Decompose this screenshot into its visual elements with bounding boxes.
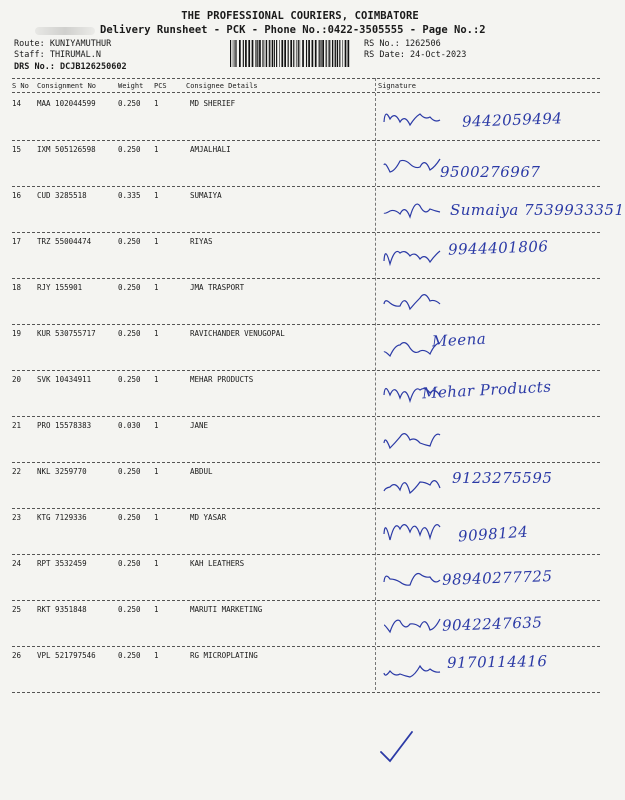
barcode-bar xyxy=(322,40,324,67)
col-header-consignee: Consignee Details xyxy=(186,82,258,90)
cell-sno: 23 xyxy=(12,513,22,522)
cell-consignment: NKL 3259770 xyxy=(37,467,87,476)
cell-consignment: IXM 505126598 xyxy=(37,145,96,154)
barcode-bar xyxy=(235,40,236,67)
barcode-bar xyxy=(272,40,273,67)
table-row xyxy=(0,601,600,647)
cell-weight: 0.250 xyxy=(118,467,141,476)
barcode-bar xyxy=(345,40,347,67)
table-row xyxy=(0,463,600,509)
cell-consignee: AMJALHALI xyxy=(190,145,231,154)
check-mark-icon xyxy=(378,728,418,768)
barcode-bar xyxy=(271,40,272,67)
barcode-bar xyxy=(252,40,254,67)
barcode-bar xyxy=(245,40,247,67)
handwritten-signature xyxy=(380,193,450,229)
cell-consignment: VPL 521797546 xyxy=(37,651,96,660)
cell-sno: 19 xyxy=(12,329,22,338)
col-header-weight: Weight xyxy=(118,82,144,90)
barcode-bar xyxy=(290,40,292,67)
cell-consignment: KUR 530755717 xyxy=(37,329,96,338)
handwritten-signature xyxy=(380,607,450,643)
rs-date: RS Date: 24-Oct-2023 xyxy=(364,50,467,60)
barcode-bar xyxy=(334,40,335,67)
barcode-bar xyxy=(332,40,333,67)
cell-sno: 25 xyxy=(12,605,22,614)
cell-weight: 0.250 xyxy=(118,513,141,522)
handwritten-signature xyxy=(380,653,450,689)
barcode-bar xyxy=(315,40,317,67)
cell-consignment: SVK 10434911 xyxy=(37,375,92,384)
barcode-bar xyxy=(306,40,307,67)
barcode-bar xyxy=(308,40,310,67)
handwritten-signature xyxy=(380,239,450,275)
cell-sno: 22 xyxy=(12,467,22,476)
cell-consignment: RPT 3532459 xyxy=(37,559,87,568)
cell-pcs: 1 xyxy=(154,329,159,338)
table-row xyxy=(0,187,625,233)
handwritten-phone-number: 9500276967 xyxy=(440,163,541,181)
table-row xyxy=(0,233,600,279)
cell-sno: 26 xyxy=(12,651,22,660)
table-row xyxy=(0,95,600,141)
handwritten-phone-number: 9944401806 xyxy=(447,237,549,259)
table-top-rule xyxy=(12,78,600,79)
cell-pcs: 1 xyxy=(154,651,159,660)
barcode-bar xyxy=(302,40,304,67)
cell-consignee: ABDUL xyxy=(190,467,213,476)
cell-consignee: MD SHERIEF xyxy=(190,99,236,108)
barcode-bar xyxy=(257,40,258,67)
barcode-bar xyxy=(319,40,320,67)
handwritten-signature xyxy=(380,469,450,505)
cell-consignee: RAVICHANDER VENUGOPAL xyxy=(190,329,285,338)
cell-sno: 21 xyxy=(12,421,22,430)
cell-consignee: RG MICROPLATING xyxy=(190,651,258,660)
rs-number: RS No.: 1262506 xyxy=(364,39,441,49)
barcode-bar xyxy=(236,40,237,67)
barcode-bar xyxy=(279,40,280,67)
cell-consignee: MEHAR PRODUCTS xyxy=(190,375,254,384)
barcode-bar xyxy=(230,40,231,67)
cell-pcs: 1 xyxy=(154,467,159,476)
cell-consignment: RKT 9351848 xyxy=(37,605,87,614)
cell-consignee: JMA TRASPORT xyxy=(190,283,245,292)
cell-pcs: 1 xyxy=(154,99,159,108)
cell-sno: 16 xyxy=(12,191,22,200)
col-header-pcs: PCS xyxy=(154,82,167,90)
barcode-bar xyxy=(239,40,241,67)
table-header-rule xyxy=(12,92,600,93)
handwritten-signature xyxy=(380,515,450,551)
table-row xyxy=(0,647,600,693)
barcode-bar xyxy=(320,40,321,67)
barcode-bar xyxy=(329,40,330,67)
cell-sno: 14 xyxy=(12,99,22,108)
col-header-consignment: Consignment No xyxy=(37,82,97,90)
cell-weight: 0.030 xyxy=(118,421,141,430)
handwritten-phone-number: Mehar Products xyxy=(421,377,552,403)
cell-pcs: 1 xyxy=(154,375,159,384)
barcode-bar xyxy=(342,40,343,67)
barcode-bar xyxy=(259,40,261,67)
cell-pcs: 1 xyxy=(154,513,159,522)
cell-weight: 0.250 xyxy=(118,99,141,108)
barcode-bar xyxy=(265,40,266,67)
cell-pcs: 1 xyxy=(154,421,159,430)
table-row xyxy=(0,509,600,555)
cell-consignment: CUD 3285518 xyxy=(37,191,87,200)
table-row xyxy=(0,141,600,187)
barcode-bar xyxy=(328,40,329,67)
barcode-bar xyxy=(312,40,314,67)
barcode-image xyxy=(230,40,352,67)
cell-pcs: 1 xyxy=(154,283,159,292)
barcode-bar xyxy=(339,40,340,67)
cell-pcs: 1 xyxy=(154,605,159,614)
handwritten-phone-number: 9098124 xyxy=(457,522,529,546)
cell-weight: 0.250 xyxy=(118,651,141,660)
handwritten-phone-number: 98940277725 xyxy=(441,567,553,589)
barcode-bar xyxy=(243,40,244,67)
handwritten-signature xyxy=(380,423,450,459)
table-row xyxy=(0,417,600,463)
barcode-bar xyxy=(262,40,263,67)
print-smudge xyxy=(35,27,95,35)
barcode-bar xyxy=(255,40,256,67)
cell-weight: 0.250 xyxy=(118,145,141,154)
cell-weight: 0.335 xyxy=(118,191,141,200)
barcode-bar xyxy=(233,40,234,67)
cell-weight: 0.250 xyxy=(118,559,141,568)
cell-consignee: MARUTI MARKETING xyxy=(190,605,263,614)
cell-consignment: MAA 102044599 xyxy=(37,99,96,108)
cell-consignee: JANE xyxy=(190,421,209,430)
cell-pcs: 1 xyxy=(154,145,159,154)
barcode-bar xyxy=(293,40,294,67)
barcode-bar xyxy=(335,40,336,67)
col-header-signature: Signature xyxy=(378,82,416,90)
cell-weight: 0.250 xyxy=(118,329,141,338)
barcode-bar xyxy=(281,40,283,67)
handwritten-phone-number: 9042247635 xyxy=(441,613,543,635)
cell-weight: 0.250 xyxy=(118,283,141,292)
cell-pcs: 1 xyxy=(154,559,159,568)
cell-sno: 24 xyxy=(12,559,22,568)
handwritten-signature xyxy=(380,101,450,137)
cell-pcs: 1 xyxy=(154,191,159,200)
barcode-bar xyxy=(348,40,350,67)
table-row xyxy=(0,371,600,417)
handwritten-phone-number: 9170114416 xyxy=(446,652,548,672)
barcode-bar xyxy=(298,40,299,67)
handwritten-phone-number: 9123275595 xyxy=(452,469,553,487)
cell-weight: 0.250 xyxy=(118,237,141,246)
barcode-bar xyxy=(248,40,250,67)
staff-label: Staff: THIRUMAL.N xyxy=(14,50,101,60)
barcode-bar xyxy=(274,40,275,67)
cell-consignee: KAH LEATHERS xyxy=(190,559,245,568)
barcode-bar xyxy=(300,40,301,67)
runsheet-subtitle-text: Delivery Runsheet - PCK - Phone No.:0422-3505555 - Page No.:2 xyxy=(100,24,486,36)
table-row xyxy=(0,279,600,325)
barcode-bar xyxy=(276,40,277,67)
handwritten-phone-number: 9442059494 xyxy=(461,109,563,131)
row-separator xyxy=(12,692,600,693)
runsheet-subtitle xyxy=(100,24,486,36)
cell-consignment: KTG 7129336 xyxy=(37,513,87,522)
handwritten-signature xyxy=(380,285,450,321)
drs-number: DRS No.: DCJB126250602 xyxy=(14,62,127,72)
cell-sno: 15 xyxy=(12,145,22,154)
barcode-bar xyxy=(337,40,338,67)
cell-sno: 18 xyxy=(12,283,22,292)
cell-pcs: 1 xyxy=(154,237,159,246)
cell-sno: 20 xyxy=(12,375,22,384)
company-title: THE PROFESSIONAL COURIERS, COIMBATORE xyxy=(181,10,419,22)
table-row xyxy=(0,555,600,601)
barcode-bar xyxy=(269,40,270,67)
cell-consignment: PRO 15578383 xyxy=(37,421,92,430)
cell-weight: 0.250 xyxy=(118,375,141,384)
handwritten-phone-number: Sumaiya 7539933351 xyxy=(450,201,625,219)
barcode-bar xyxy=(326,40,327,67)
barcode-bar xyxy=(284,40,286,67)
cell-sno: 17 xyxy=(12,237,22,246)
handwritten-signature xyxy=(380,561,450,597)
cell-consignee: SUMAIYA xyxy=(190,191,222,200)
barcode-bar xyxy=(288,40,289,67)
route-label: Route: KUNIYAMUTHUR xyxy=(14,39,112,49)
cell-consignment: TRZ 55004474 xyxy=(37,237,92,246)
table-row xyxy=(0,325,600,371)
cell-weight: 0.250 xyxy=(118,605,141,614)
cell-consignment: RJY 155901 xyxy=(37,283,83,292)
barcode-bar xyxy=(266,40,267,67)
cell-consignee: MD YASAR xyxy=(190,513,227,522)
col-header-sno: S No xyxy=(12,82,29,90)
handwritten-phone-number: Meena xyxy=(431,329,487,351)
cell-consignee: RIYAS xyxy=(190,237,213,246)
barcode-bar xyxy=(296,40,297,67)
